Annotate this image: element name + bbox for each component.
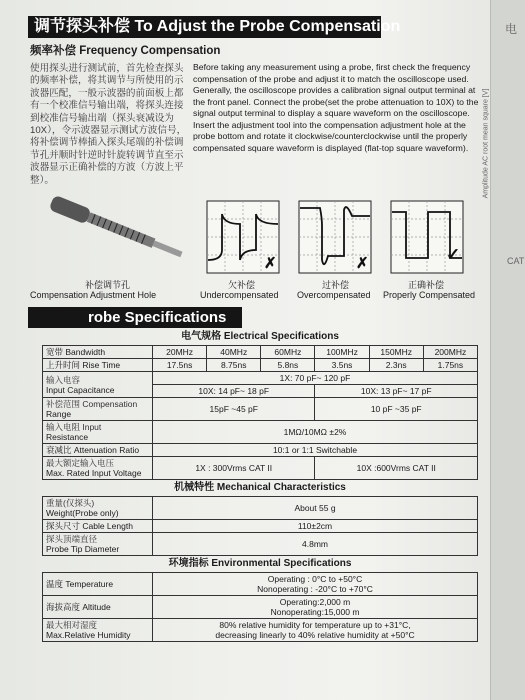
tip-diameter-label bbox=[43, 533, 153, 556]
temperature-label: 温度 Temperature bbox=[43, 573, 153, 596]
input-resistance-label bbox=[43, 421, 153, 444]
rise-time-cell: 1.75ns bbox=[423, 359, 477, 372]
capacitance-1x: 1X: 70 pF~ 120 pF bbox=[153, 372, 478, 385]
properly-compensated-waveform bbox=[390, 200, 464, 274]
frequency-compensation-title: 频率补偿 Frequency Compensation bbox=[30, 45, 221, 57]
undercompensated-waveform bbox=[206, 200, 280, 274]
humidity-line-1: 80% relative humidity for temperature up to +31°C, bbox=[219, 620, 411, 630]
capacitance-label-en: Input Capacitance bbox=[46, 384, 115, 395]
resistance-value: 1MΩ/10MΩ ±2% bbox=[153, 421, 478, 444]
section-header-compensation: 调节探头补偿 To Adjust the Probe Compensation bbox=[28, 16, 381, 38]
resistance-label-en: Resistance bbox=[46, 432, 89, 442]
specifications-table bbox=[42, 329, 478, 642]
overcompensated-waveform bbox=[298, 200, 372, 274]
altitude-value bbox=[153, 596, 478, 619]
mechanical-title: 机械特性 Mechanical Characteristics bbox=[174, 482, 346, 493]
probe-label-cn: 补偿调节孔 bbox=[85, 280, 131, 290]
humidity-label-en: Max.Relative Humidity bbox=[46, 630, 131, 640]
rise-time-cell: 8.75ns bbox=[207, 359, 261, 372]
max-voltage-label bbox=[43, 457, 153, 480]
resistance-label-cn: 输入电阻 Input bbox=[46, 422, 102, 432]
bandwidth-cell: 40MHz bbox=[207, 346, 261, 359]
english-paragraph: Before taking any measurement using a probe, first check the frequency compensation of the probe and adjust it to match the oscilloscope used. Generally, the oscilloscope provides a calibration signal output terminal at the front panel. Connect the probe(set the probe attenuation to 10X) to the signal output terminal to display a square waveform on the oscilloscope. Insert the adjustment tool into the compensation adjustment hole at the probe bottom and rotate it clockwise/counterclockwise until the properly compensated square waveform is displayed (flat-top square waveform). bbox=[193, 62, 479, 153]
temperature-operating: Operating : 0°C to +50°C bbox=[267, 574, 363, 584]
weight-label bbox=[43, 497, 153, 520]
edge-cat-label: CAT bbox=[507, 256, 525, 266]
humidity-label bbox=[43, 619, 153, 642]
cable-length-value: 110±2cm bbox=[153, 520, 478, 533]
probe-label-en: Compensation Adjustment Hole bbox=[30, 290, 157, 300]
voltage-10x: 10X :600Vrms CAT II bbox=[315, 457, 478, 480]
humidity-value bbox=[153, 619, 478, 642]
wave-mark-1: ✗ bbox=[264, 255, 277, 272]
humidity-line-2: decreasing linearly to 40% relative humidity at +50°C bbox=[215, 630, 415, 640]
capacitance-label-cn: 输入电容 bbox=[46, 374, 81, 385]
edge-axis-label: Amplitude AC root mean square [V] bbox=[482, 88, 490, 199]
tip-label-cn: 探头顶端直径 bbox=[46, 534, 98, 544]
tip-label-en: Probe Tip Diameter bbox=[46, 544, 120, 554]
bandwidth-cell: 150MHz bbox=[369, 346, 423, 359]
probe-illustration bbox=[40, 190, 190, 275]
bandwidth-cell: 60MHz bbox=[261, 346, 315, 359]
wave-mark-2: ✗ bbox=[356, 255, 369, 272]
bandwidth-cell: 20MHz bbox=[153, 346, 207, 359]
bandwidth-cell: 100MHz bbox=[315, 346, 369, 359]
capacitance-10x-a: 10X: 14 pF~ 18 pF bbox=[153, 385, 315, 398]
environmental-title: 环境指标 Environmental Specifications bbox=[168, 558, 352, 569]
compensation-a: 15pF ~45 pF bbox=[153, 398, 315, 421]
chinese-paragraph: 使用探头进行测试前，首先检查探头的频率补偿，将其调节与所使用的示波器匹配，一般示波器的前面板上都有一个校准信号输出端，将探头连接到校准信号输出端（探头衰减设为10X），令示波器显示测试方波信号，将补偿调节棒插入探头尾端的补偿调节孔并顺时针逆时针旋转调节直至示波器显示正确补偿的方波（方波上平整）。 bbox=[30, 63, 187, 186]
rise-time-cell: 17.5ns bbox=[153, 359, 207, 372]
electrical-title: 电气规格 Electrical Specifications bbox=[181, 331, 339, 342]
altitude-label: 海拔高度 Altitude bbox=[43, 596, 153, 619]
wave-label-en-2: Overcompensated bbox=[297, 290, 371, 300]
rise-time-cell: 2.3ns bbox=[369, 359, 423, 372]
tip-diameter-value: 4.8mm bbox=[153, 533, 478, 556]
rise-time-label: 上升时间 Rise Time bbox=[43, 359, 153, 372]
edge-char: 电 bbox=[505, 22, 518, 36]
probe-specifications-header: robe Specifications bbox=[28, 307, 242, 328]
temperature-nonoperating: Nonoperating : -20°C to +70°C bbox=[257, 584, 373, 594]
compensation-label-cn: 补偿范围 Compensation bbox=[46, 399, 138, 409]
temperature-value bbox=[153, 573, 478, 596]
rise-time-cell: 3.5ns bbox=[315, 359, 369, 372]
adjacent-page-edge bbox=[482, 0, 525, 700]
weight-value: About 55 g bbox=[153, 497, 478, 520]
input-capacitance-label bbox=[43, 372, 153, 398]
capacitance-10x-b: 10X: 13 pF~ 17 pF bbox=[315, 385, 478, 398]
voltage-1x: 1X : 300Vrms CAT II bbox=[153, 457, 315, 480]
bandwidth-cell: 200MHz bbox=[423, 346, 477, 359]
wave-label-cn-1: 欠补偿 bbox=[228, 280, 256, 290]
rise-time-cell: 5.8ns bbox=[261, 359, 315, 372]
wave-mark-3: ✓ bbox=[446, 245, 461, 264]
compensation-label-en: Range bbox=[46, 409, 72, 419]
altitude-nonoperating: Nonoperating:15,000 m bbox=[270, 607, 360, 617]
attenuation-label: 衰减比 Attenuation Ratio bbox=[43, 444, 153, 457]
compensation-range-label bbox=[43, 398, 153, 421]
wave-label-en-3: Properly Compensated bbox=[383, 290, 476, 300]
weight-label-cn: 重量(仅探头) bbox=[46, 498, 95, 508]
attenuation-value: 10:1 or 1:1 Switchable bbox=[153, 444, 478, 457]
weight-label-en: Weight(Probe only) bbox=[46, 508, 119, 518]
compensation-b: 10 pF ~35 pF bbox=[315, 398, 478, 421]
altitude-operating: Operating:2,000 m bbox=[279, 597, 351, 607]
humidity-label-cn: 最大相对湿度 bbox=[46, 620, 98, 630]
cable-length-label: 探头尺寸 Cable Length bbox=[43, 520, 153, 533]
voltage-label-en: Max. Rated Input Voltage bbox=[46, 468, 142, 478]
wave-label-cn-2: 过补偿 bbox=[322, 280, 350, 290]
wave-label-cn-3: 正确补偿 bbox=[408, 280, 445, 290]
bandwidth-label: 宽带 Bandwidth bbox=[43, 346, 153, 359]
wave-label-en-1: Undercompensated bbox=[200, 290, 279, 300]
voltage-label-cn: 最大额定输入电压 bbox=[46, 458, 115, 468]
